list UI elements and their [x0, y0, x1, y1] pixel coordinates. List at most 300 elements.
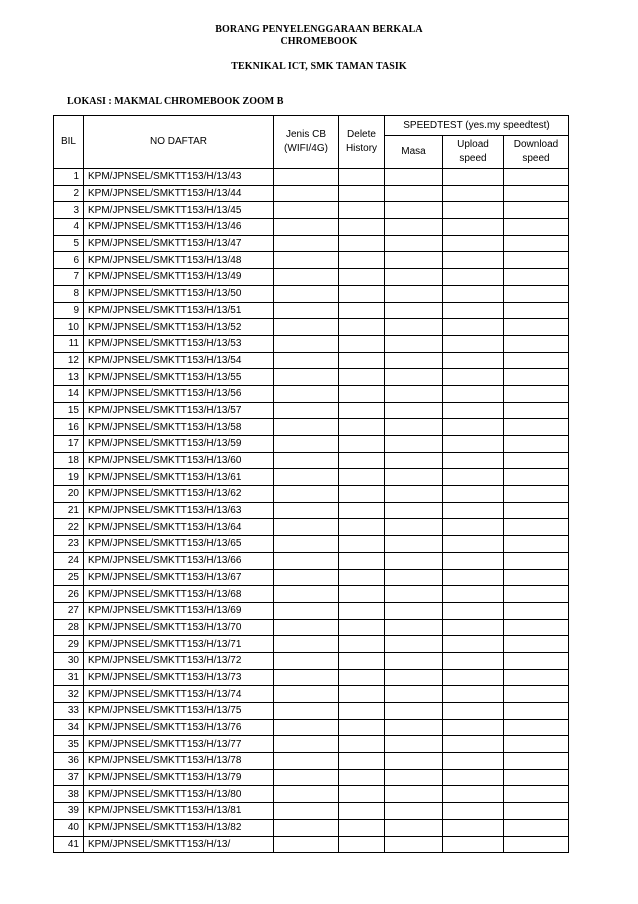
row-no-daftar: KPM/JPNSEL/SMKTT153/H/13/56 — [84, 385, 274, 402]
upload-speed-cell — [443, 836, 504, 853]
jenis-cb-cell — [274, 252, 339, 269]
row-no-daftar: KPM/JPNSEL/SMKTT153/H/13/76 — [84, 719, 274, 736]
table-row — [54, 502, 569, 519]
delete-history-cell — [339, 836, 385, 853]
header-download-speed — [504, 136, 569, 169]
download-speed-cell — [504, 319, 569, 336]
header-delete-line2: History — [345, 143, 378, 154]
table-row — [54, 669, 569, 686]
upload-speed-cell — [443, 319, 504, 336]
upload-speed-cell — [443, 202, 504, 219]
jenis-cb-cell — [274, 703, 339, 720]
masa-cell — [385, 552, 443, 569]
table-row — [54, 652, 569, 669]
delete-history-cell — [339, 436, 385, 453]
jenis-cb-cell — [274, 319, 339, 336]
row-bil: 3 — [54, 202, 84, 219]
delete-history-cell — [339, 753, 385, 770]
row-bil: 41 — [54, 836, 84, 853]
upload-speed-cell — [443, 352, 504, 369]
download-speed-cell — [504, 619, 569, 636]
upload-speed-cell — [443, 185, 504, 202]
jenis-cb-cell — [274, 369, 339, 386]
delete-history-cell — [339, 369, 385, 386]
row-bil: 2 — [54, 185, 84, 202]
table-row — [54, 169, 569, 186]
row-no-daftar: KPM/JPNSEL/SMKTT153/H/13/51 — [84, 302, 274, 319]
upload-speed-cell — [443, 335, 504, 352]
upload-speed-cell — [443, 252, 504, 269]
delete-history-cell — [339, 402, 385, 419]
row-no-daftar: KPM/JPNSEL/SMKTT153/H/13/73 — [84, 669, 274, 686]
delete-history-cell — [339, 552, 385, 569]
download-speed-cell — [504, 352, 569, 369]
row-no-daftar: KPM/JPNSEL/SMKTT153/H/13/82 — [84, 819, 274, 836]
table-row — [54, 369, 569, 386]
download-speed-cell — [504, 252, 569, 269]
row-bil: 29 — [54, 636, 84, 653]
delete-history-cell — [339, 652, 385, 669]
table-row — [54, 269, 569, 286]
table-row — [54, 686, 569, 703]
download-speed-cell — [504, 819, 569, 836]
jenis-cb-cell — [274, 586, 339, 603]
table-row — [54, 636, 569, 653]
jenis-cb-cell — [274, 569, 339, 586]
header-upload-speed — [443, 136, 504, 169]
jenis-cb-cell — [274, 486, 339, 503]
row-no-daftar: KPM/JPNSEL/SMKTT153/H/13/58 — [84, 419, 274, 436]
delete-history-cell — [339, 302, 385, 319]
upload-speed-cell — [443, 436, 504, 453]
masa-cell — [385, 352, 443, 369]
jenis-cb-cell — [274, 269, 339, 286]
table-row — [54, 736, 569, 753]
row-bil: 18 — [54, 452, 84, 469]
download-speed-cell — [504, 669, 569, 686]
masa-cell — [385, 502, 443, 519]
table-row — [54, 202, 569, 219]
upload-speed-cell — [443, 719, 504, 736]
row-bil: 8 — [54, 285, 84, 302]
delete-history-cell — [339, 536, 385, 553]
row-bil: 10 — [54, 319, 84, 336]
row-bil: 24 — [54, 552, 84, 569]
download-speed-cell — [504, 202, 569, 219]
download-speed-cell — [504, 602, 569, 619]
masa-cell — [385, 536, 443, 553]
upload-speed-cell — [443, 619, 504, 636]
table-row — [54, 786, 569, 803]
masa-cell — [385, 302, 443, 319]
jenis-cb-cell — [274, 753, 339, 770]
delete-history-cell — [339, 235, 385, 252]
table-row — [54, 552, 569, 569]
upload-speed-cell — [443, 803, 504, 820]
masa-cell — [385, 369, 443, 386]
masa-cell — [385, 269, 443, 286]
row-bil: 28 — [54, 619, 84, 636]
download-speed-cell — [504, 486, 569, 503]
jenis-cb-cell — [274, 385, 339, 402]
delete-history-cell — [339, 452, 385, 469]
delete-history-cell — [339, 385, 385, 402]
row-no-daftar: KPM/JPNSEL/SMKTT153/H/13/65 — [84, 536, 274, 553]
download-speed-cell — [504, 703, 569, 720]
row-bil: 30 — [54, 652, 84, 669]
table-row — [54, 719, 569, 736]
jenis-cb-cell — [274, 469, 339, 486]
row-no-daftar: KPM/JPNSEL/SMKTT153/H/13/69 — [84, 602, 274, 619]
masa-cell — [385, 686, 443, 703]
table-row — [54, 586, 569, 603]
upload-speed-cell — [443, 469, 504, 486]
delete-history-cell — [339, 486, 385, 503]
table-row — [54, 419, 569, 436]
download-speed-cell — [504, 385, 569, 402]
table-row — [54, 335, 569, 352]
delete-history-cell — [339, 169, 385, 186]
delete-history-cell — [339, 786, 385, 803]
masa-cell — [385, 385, 443, 402]
row-bil: 21 — [54, 502, 84, 519]
row-no-daftar: KPM/JPNSEL/SMKTT153/H/13/78 — [84, 753, 274, 770]
upload-speed-cell — [443, 686, 504, 703]
upload-speed-cell — [443, 369, 504, 386]
row-no-daftar: KPM/JPNSEL/SMKTT153/H/13/45 — [84, 202, 274, 219]
download-speed-cell — [504, 169, 569, 186]
jenis-cb-cell — [274, 619, 339, 636]
delete-history-cell — [339, 686, 385, 703]
delete-history-cell — [339, 602, 385, 619]
download-speed-cell — [504, 452, 569, 469]
row-bil: 12 — [54, 352, 84, 369]
download-speed-cell — [504, 269, 569, 286]
row-bil: 35 — [54, 736, 84, 753]
table-row — [54, 769, 569, 786]
masa-cell — [385, 235, 443, 252]
jenis-cb-cell — [274, 719, 339, 736]
table-row — [54, 486, 569, 503]
upload-speed-cell — [443, 219, 504, 236]
masa-cell — [385, 219, 443, 236]
table-row — [54, 219, 569, 236]
masa-cell — [385, 519, 443, 536]
download-speed-cell — [504, 419, 569, 436]
row-no-daftar: KPM/JPNSEL/SMKTT153/H/13/50 — [84, 285, 274, 302]
masa-cell — [385, 619, 443, 636]
jenis-cb-cell — [274, 235, 339, 252]
upload-speed-cell — [443, 402, 504, 419]
row-no-daftar: KPM/JPNSEL/SMKTT153/H/13/66 — [84, 552, 274, 569]
download-speed-cell — [504, 519, 569, 536]
delete-history-cell — [339, 352, 385, 369]
row-bil: 9 — [54, 302, 84, 319]
table-row — [54, 235, 569, 252]
masa-cell — [385, 252, 443, 269]
delete-history-cell — [339, 636, 385, 653]
delete-history-cell — [339, 469, 385, 486]
row-no-daftar: KPM/JPNSEL/SMKTT153/H/13/67 — [84, 569, 274, 586]
masa-cell — [385, 769, 443, 786]
row-no-daftar: KPM/JPNSEL/SMKTT153/H/13/59 — [84, 436, 274, 453]
download-speed-cell — [504, 636, 569, 653]
upload-speed-cell — [443, 536, 504, 553]
row-no-daftar: KPM/JPNSEL/SMKTT153/H/13/57 — [84, 402, 274, 419]
masa-cell — [385, 786, 443, 803]
jenis-cb-cell — [274, 819, 339, 836]
row-bil: 36 — [54, 753, 84, 770]
delete-history-cell — [339, 569, 385, 586]
masa-cell — [385, 636, 443, 653]
upload-speed-cell — [443, 769, 504, 786]
upload-speed-cell — [443, 569, 504, 586]
row-bil: 23 — [54, 536, 84, 553]
masa-cell — [385, 319, 443, 336]
row-no-daftar: KPM/JPNSEL/SMKTT153/H/13/47 — [84, 235, 274, 252]
row-no-daftar: KPM/JPNSEL/SMKTT153/H/13/ — [84, 836, 274, 853]
row-no-daftar: KPM/JPNSEL/SMKTT153/H/13/49 — [84, 269, 274, 286]
row-bil: 4 — [54, 219, 84, 236]
row-bil: 34 — [54, 719, 84, 736]
jenis-cb-cell — [274, 352, 339, 369]
row-bil: 40 — [54, 819, 84, 836]
maintenance-table — [53, 115, 569, 853]
jenis-cb-cell — [274, 836, 339, 853]
table-row — [54, 252, 569, 269]
table-row — [54, 703, 569, 720]
row-no-daftar: KPM/JPNSEL/SMKTT153/H/13/64 — [84, 519, 274, 536]
table-row — [54, 536, 569, 553]
download-speed-cell — [504, 719, 569, 736]
table-row — [54, 185, 569, 202]
header-jenis-cb — [274, 116, 339, 169]
row-no-daftar: KPM/JPNSEL/SMKTT153/H/13/79 — [84, 769, 274, 786]
delete-history-cell — [339, 502, 385, 519]
row-no-daftar: KPM/JPNSEL/SMKTT153/H/13/71 — [84, 636, 274, 653]
row-bil: 31 — [54, 669, 84, 686]
row-no-daftar: KPM/JPNSEL/SMKTT153/H/13/60 — [84, 452, 274, 469]
delete-history-cell — [339, 252, 385, 269]
download-speed-cell — [504, 769, 569, 786]
upload-speed-cell — [443, 169, 504, 186]
jenis-cb-cell — [274, 419, 339, 436]
download-speed-cell — [504, 586, 569, 603]
delete-history-cell — [339, 703, 385, 720]
header-download-line1: Download — [513, 139, 559, 150]
row-bil: 16 — [54, 419, 84, 436]
jenis-cb-cell — [274, 602, 339, 619]
delete-history-cell — [339, 719, 385, 736]
masa-cell — [385, 819, 443, 836]
download-speed-cell — [504, 686, 569, 703]
masa-cell — [385, 569, 443, 586]
row-no-daftar: KPM/JPNSEL/SMKTT153/H/13/63 — [84, 502, 274, 519]
upload-speed-cell — [443, 302, 504, 319]
delete-history-cell — [339, 669, 385, 686]
upload-speed-cell — [443, 269, 504, 286]
masa-cell — [385, 486, 443, 503]
jenis-cb-cell — [274, 769, 339, 786]
jenis-cb-cell — [274, 202, 339, 219]
delete-history-cell — [339, 586, 385, 603]
upload-speed-cell — [443, 652, 504, 669]
download-speed-cell — [504, 335, 569, 352]
table-row — [54, 452, 569, 469]
delete-history-cell — [339, 285, 385, 302]
table-row — [54, 436, 569, 453]
delete-history-cell — [339, 335, 385, 352]
masa-cell — [385, 803, 443, 820]
masa-cell — [385, 652, 443, 669]
row-bil: 11 — [54, 335, 84, 352]
upload-speed-cell — [443, 235, 504, 252]
download-speed-cell — [504, 235, 569, 252]
download-speed-cell — [504, 469, 569, 486]
jenis-cb-cell — [274, 736, 339, 753]
jenis-cb-cell — [274, 402, 339, 419]
row-no-daftar: KPM/JPNSEL/SMKTT153/H/13/75 — [84, 703, 274, 720]
delete-history-cell — [339, 319, 385, 336]
table-row — [54, 302, 569, 319]
download-speed-cell — [504, 502, 569, 519]
download-speed-cell — [504, 803, 569, 820]
masa-cell — [385, 736, 443, 753]
row-bil: 39 — [54, 803, 84, 820]
row-no-daftar: KPM/JPNSEL/SMKTT153/H/13/72 — [84, 652, 274, 669]
delete-history-cell — [339, 736, 385, 753]
jenis-cb-cell — [274, 285, 339, 302]
row-bil: 26 — [54, 586, 84, 603]
masa-cell — [385, 703, 443, 720]
table-row — [54, 836, 569, 853]
masa-cell — [385, 753, 443, 770]
upload-speed-cell — [443, 519, 504, 536]
download-speed-cell — [504, 536, 569, 553]
delete-history-cell — [339, 219, 385, 236]
upload-speed-cell — [443, 385, 504, 402]
row-no-daftar: KPM/JPNSEL/SMKTT153/H/13/53 — [84, 335, 274, 352]
row-bil: 20 — [54, 486, 84, 503]
download-speed-cell — [504, 786, 569, 803]
upload-speed-cell — [443, 419, 504, 436]
delete-history-cell — [339, 803, 385, 820]
row-no-daftar: KPM/JPNSEL/SMKTT153/H/13/43 — [84, 169, 274, 186]
masa-cell — [385, 419, 443, 436]
row-no-daftar: KPM/JPNSEL/SMKTT153/H/13/48 — [84, 252, 274, 269]
masa-cell — [385, 602, 443, 619]
masa-cell — [385, 452, 443, 469]
table-row — [54, 819, 569, 836]
table-row — [54, 402, 569, 419]
download-speed-cell — [504, 652, 569, 669]
upload-speed-cell — [443, 753, 504, 770]
jenis-cb-cell — [274, 652, 339, 669]
row-bil: 22 — [54, 519, 84, 536]
download-speed-cell — [504, 436, 569, 453]
row-no-daftar: KPM/JPNSEL/SMKTT153/H/13/77 — [84, 736, 274, 753]
table-row — [54, 469, 569, 486]
jenis-cb-cell — [274, 302, 339, 319]
masa-cell — [385, 335, 443, 352]
header-delete-line1: Delete — [347, 129, 376, 140]
download-speed-cell — [504, 552, 569, 569]
form-subtitle: CHROMEBOOK — [280, 36, 358, 47]
row-no-daftar: KPM/JPNSEL/SMKTT153/H/13/44 — [84, 185, 274, 202]
row-no-daftar: KPM/JPNSEL/SMKTT153/H/13/61 — [84, 469, 274, 486]
table-row — [54, 285, 569, 302]
table-row — [54, 519, 569, 536]
jenis-cb-cell — [274, 335, 339, 352]
masa-cell — [385, 202, 443, 219]
delete-history-cell — [339, 419, 385, 436]
row-no-daftar: KPM/JPNSEL/SMKTT153/H/13/70 — [84, 619, 274, 636]
header-jenis-line1: Jenis CB — [285, 129, 326, 140]
form-title: BORANG PENYELENGGARAAN BERKALA — [215, 24, 423, 35]
row-no-daftar: KPM/JPNSEL/SMKTT153/H/13/52 — [84, 319, 274, 336]
row-bil: 37 — [54, 769, 84, 786]
jenis-cb-cell — [274, 436, 339, 453]
download-speed-cell — [504, 836, 569, 853]
jenis-cb-cell — [274, 452, 339, 469]
masa-cell — [385, 469, 443, 486]
header-speedtest: SPEEDTEST (yes.my speedtest) — [385, 116, 569, 136]
masa-cell — [385, 436, 443, 453]
jenis-cb-cell — [274, 185, 339, 202]
row-bil: 15 — [54, 402, 84, 419]
upload-speed-cell — [443, 552, 504, 569]
jenis-cb-cell — [274, 786, 339, 803]
upload-speed-cell — [443, 452, 504, 469]
upload-speed-cell — [443, 636, 504, 653]
row-bil: 19 — [54, 469, 84, 486]
jenis-cb-cell — [274, 669, 339, 686]
masa-cell — [385, 719, 443, 736]
row-bil: 6 — [54, 252, 84, 269]
table-body — [54, 169, 569, 853]
jenis-cb-cell — [274, 519, 339, 536]
delete-history-cell — [339, 819, 385, 836]
jenis-cb-cell — [274, 536, 339, 553]
row-bil: 5 — [54, 235, 84, 252]
row-no-daftar: KPM/JPNSEL/SMKTT153/H/13/68 — [84, 586, 274, 603]
row-bil: 17 — [54, 436, 84, 453]
upload-speed-cell — [443, 669, 504, 686]
delete-history-cell — [339, 769, 385, 786]
jenis-cb-cell — [274, 169, 339, 186]
upload-speed-cell — [443, 819, 504, 836]
table-row — [54, 352, 569, 369]
jenis-cb-cell — [274, 552, 339, 569]
delete-history-cell — [339, 519, 385, 536]
download-speed-cell — [504, 753, 569, 770]
masa-cell — [385, 402, 443, 419]
delete-history-cell — [339, 619, 385, 636]
table-row — [54, 753, 569, 770]
masa-cell — [385, 586, 443, 603]
row-bil: 1 — [54, 169, 84, 186]
header-upload-line1: Upload — [457, 139, 489, 150]
table-row — [54, 803, 569, 820]
masa-cell — [385, 836, 443, 853]
download-speed-cell — [504, 285, 569, 302]
masa-cell — [385, 285, 443, 302]
delete-history-cell — [339, 185, 385, 202]
row-bil: 33 — [54, 703, 84, 720]
jenis-cb-cell — [274, 686, 339, 703]
upload-speed-cell — [443, 502, 504, 519]
header-bil: BIL — [54, 116, 84, 169]
